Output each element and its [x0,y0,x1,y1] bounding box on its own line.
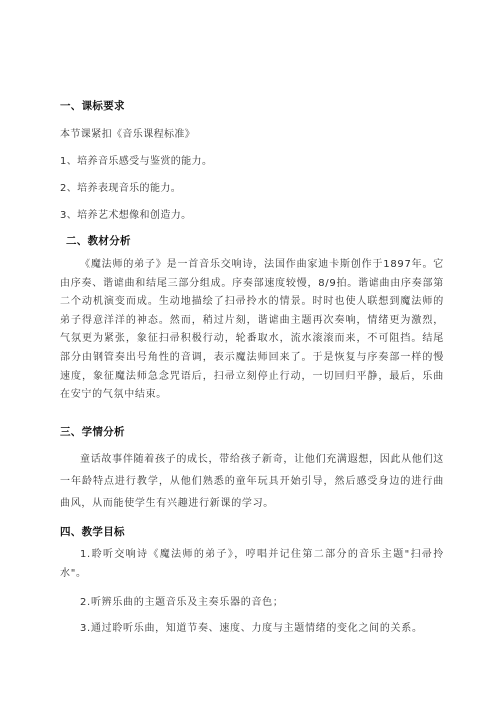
learner-analysis-paragraph [60,449,444,515]
objective-2: 2.听辨乐曲的主题音乐及主奏乐器的音色； [80,597,284,608]
curriculum-item-2: 2、培养表现音乐的能力。 [60,183,182,194]
section-heading-objectives: 四、教学目标 [60,526,125,538]
section-heading-curriculum: 一、课标要求 [60,100,125,112]
section-heading-learners: 三、学情分析 [60,426,125,438]
objective-3-block [60,620,444,639]
objective-3: 3.通过聆听乐曲，知道节奏、速度、力度与主题情绪的变化之间的关系。 [80,623,423,634]
learner-analysis-text: 童话故事伴随着孩子的成长，带给孩子新奇，让他们充满遐想，因此从他们这一年龄特点进行教学，从他们熟悉的童年玩具开始引导，然后感受身边的进行曲曲风，从而能使学生有兴趣进行新课的学习。 [60,454,444,509]
curriculum-intro-line: 本节课紧扣《音乐课程标准》 [60,129,196,140]
objective-1: 1.聆听交响诗《魔法师的弟子》，哼唱并记住第二部分的音乐主题"扫帚拎水"。 [60,549,444,579]
section-heading-textbook: 二、教材分析 [66,235,131,247]
curriculum-item-3: 3、培养艺术想像和创造力。 [60,210,192,221]
objective-2-block [60,594,444,613]
textbook-analysis-paragraph [60,256,444,405]
curriculum-item-1: 1、培养音乐感受与鉴赏的能力。 [60,156,213,167]
textbook-analysis-text: 《魔法师的弟子》是一首音乐交响诗，法国作曲家迪卡斯创作于1897年。它由序奏、谐谑曲和结尾三部分组成。序奏部速度较慢，8/9拍。谐谑曲由序奏部第二个动机演变而成。生动地描绘了扫帚拎水的情景。时时也使人联想到魔法师的弟子得意洋洋的神态。然而，稍过片刻，谐谑曲主题再次奏响，情绪更为激烈，气氛更为紧张，象征扫帚积极行动，轮番取水，流水滚滚而来，不可阻挡。结尾部分由钢管奏出号角性的音调，表示魔法师回来了。于是恢复与序奏部一样的慢速度，象征魔法师急念咒语后，扫帚立刻停止行动，一切回归平静，最后，乐曲在安宁的气氛中结束。 [60,259,444,401]
objective-1-block [60,546,444,583]
